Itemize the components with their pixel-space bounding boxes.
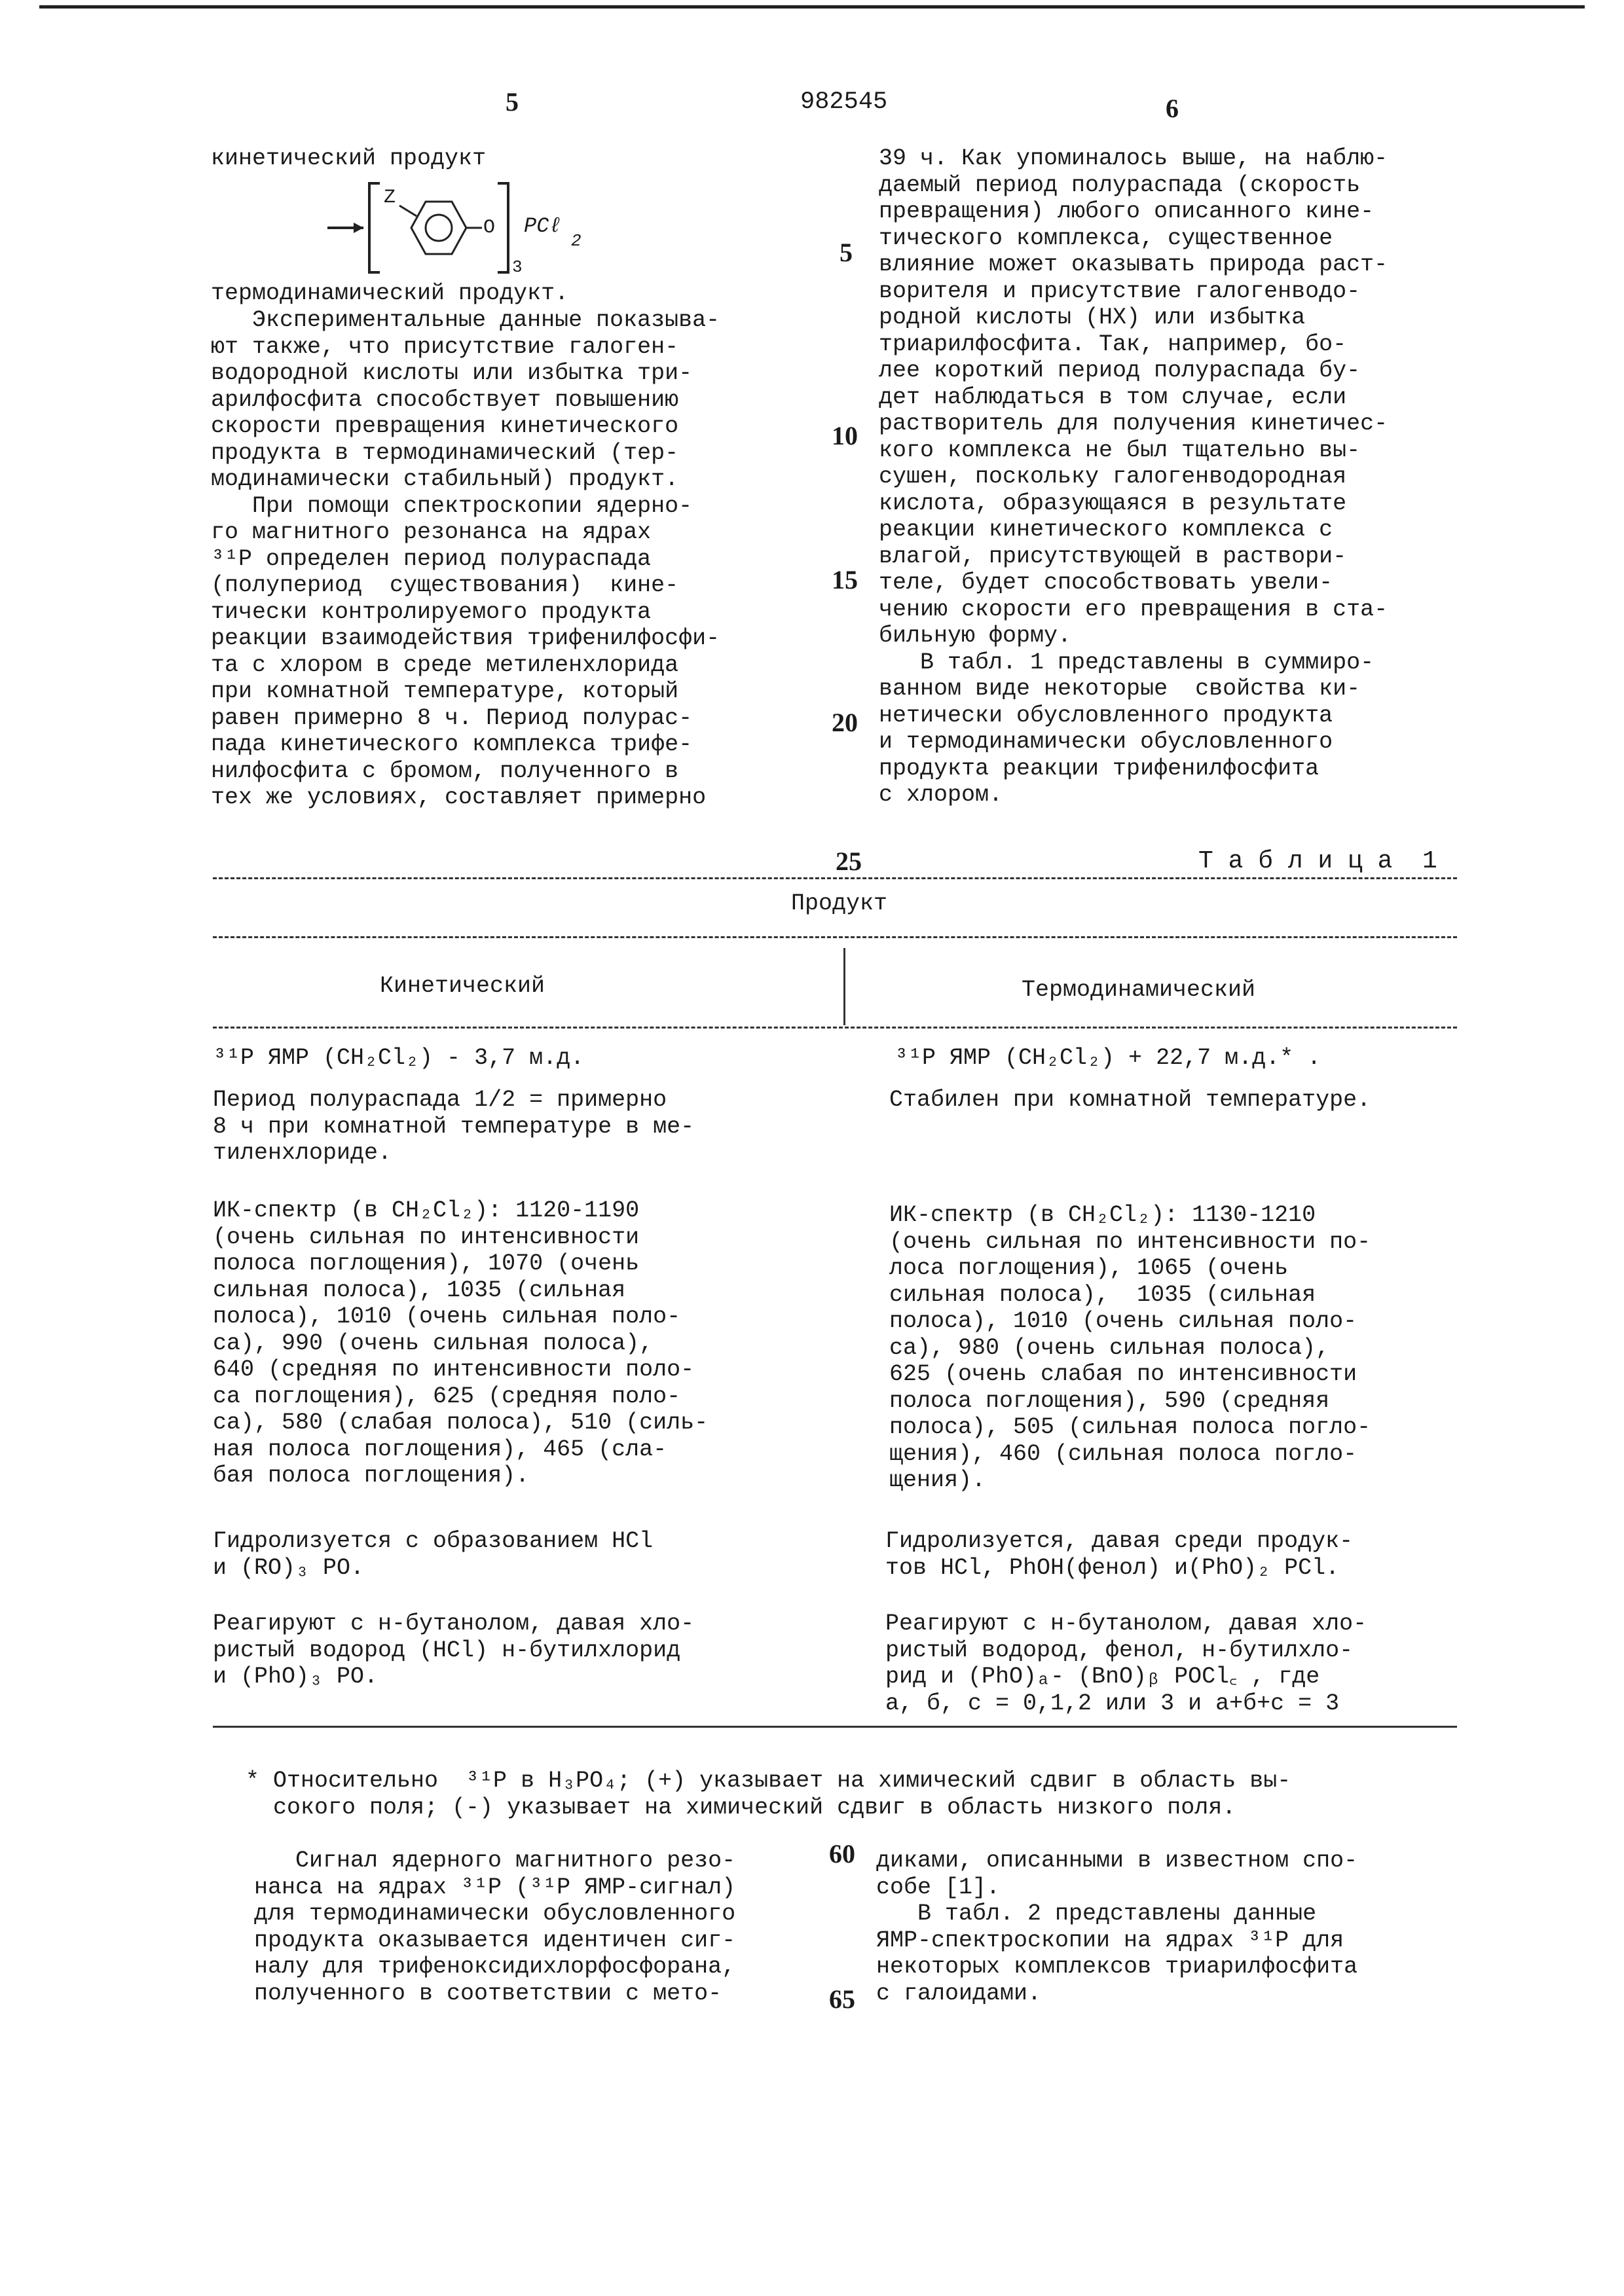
formula-substituent: Z [384,187,396,209]
table-group-header: Продукт [791,890,888,917]
text-line: тического комплекса, существенное [879,225,1333,251]
text-line: водородной кислоты или избытка три- [211,360,693,386]
table-cell-thermo: ИК-спектр (в CH₂Cl₂): 1130-1210 (очень сильная по интенсивности по- лоса поглощения), 1065 (очень сильная полоса), 1035 (сильная полоса), 1010 (очень сильная поло- са), 980 (очень сильная полоса), 625 (очень слабая по интенсивности полоса поглощения), 590 (средняя полоса), 505 (сильная полоса погло- щения), 460 (сильная полоса погло- щения). [889,1202,1371,1493]
text-line: реакции кинетического комплекса с [879,517,1333,543]
table-rule-header [213,1027,1457,1029]
table-cell-kinetic: Реагируют с н-бутанолом, давая хло- ристый водород (HCl) н-бутилхлорид и (PhO)₃ PO. [213,1611,695,1690]
line-number: 60 [829,1839,855,1868]
table-cell-thermo: Гидролизуется, давая среди продук- тов HCl, PhOH(фенол) и(PhO)₂ PCl. [885,1528,1354,1581]
table-cell-kinetic: Период полураспада 1/2 = примерно 8 ч при комнатной температуре в ме- тиленхлориде. [213,1087,695,1166]
left-lead: кинетический продукт [211,145,487,172]
text-line: продукта в термодинамический (тер- [211,439,679,466]
text-line: растворитель для получения кинетичес- [879,410,1388,437]
text-line: нилфосфита с бромом, полученного в [211,757,679,784]
text-line: и термодинамически обусловленного [879,729,1333,755]
text-line: пада кинетического комплекса трифе- [211,731,693,757]
text-line: сушен, поскольку галогенводородная [879,464,1347,490]
text-line: ванном виде некоторые свойства ки- [879,676,1361,702]
text-line: Сигнал ядерного магнитного резо- [254,1848,736,1874]
text-line: (полупериод существования) кине- [211,572,679,598]
text-line: ЯМР-спектроскопии на ядрах ³¹Р для [876,1927,1344,1954]
text-line: го магнитного резонанса на ядрах [211,519,652,545]
left-after-formula: термодинамический продукт. [211,280,569,306]
formula-oxygen: O [483,217,496,239]
text-line: влияние может оказывать природа раст- [879,251,1388,278]
text-line: нетически обусловленного продукта [879,702,1333,729]
text-line: теле, будет способствовать увели- [879,570,1333,596]
line-number: 65 [829,1984,855,2014]
text-line: При помощи спектроскопии ядерно- [211,492,693,519]
text-line: продукта оказывается идентичен сиг- [254,1927,736,1954]
line-number: 5 [840,238,853,267]
text-line: ют также, что присутствие галоген- [211,333,679,360]
chemical-formula [327,175,668,280]
table-cell-kinetic: ³¹Р ЯМР (CH₂Cl₂) - 3,7 м.д. [213,1045,585,1071]
right-column-text [879,145,1388,809]
top-border [39,5,1585,9]
text-line: арилфосфита способствует повышению [211,386,679,413]
text-line: лее короткий период полураспада бу- [879,357,1361,384]
bottom-left-text [254,1848,735,2007]
text-line: Экспериментальные данные показыва- [211,307,720,333]
table-cell-kinetic: ИК-спектр (в CH₂Cl₂): 1120-1190 (очень сильная по интенсивности полоса поглощения), 1070 (очень сильная полоса), 1035 (сильная полоса), 1010 (очень сильная поло- са), 990 (очень сильная полоса), 640 (средняя по интенсивности поло- са поглощения), 625 (средняя поло- са), 580 (слабая полоса), 510 (силь- ная полоса поглощения), 465 (сла- бая полоса поглощения). [213,1197,709,1489]
text-line: равен примерно 8 ч. Период полурас- [211,704,693,731]
text-line: некоторых комплексов триарилфосфита [876,1954,1358,1980]
formula-subscript: 3 [512,257,523,277]
text-line: нанса на ядрах ³¹Р (³¹Р ЯМР-сигнал) [254,1874,736,1901]
table-footnote: * Относительно ³¹Р в H₃PO₄; (+) указывает на химический сдвиг в область вы- сокого поля; (-) указывает на химический сдвиг в область низкого поля. [246,1768,1291,1821]
text-line: с галоидами. [876,1980,1042,2007]
page-number-left: 5 [506,87,519,117]
text-line: триарилфосфита. Так, например, бо- [879,331,1347,357]
line-number: 15 [832,565,858,594]
text-line: 39 ч. Как упоминалось выше, на наблю- [879,145,1388,172]
table-column-divider [843,948,845,1025]
text-line: ворителя и присутствие галогенводо- [879,278,1361,304]
formula-tail: PCℓ [524,214,562,238]
text-line: тически контролируемого продукта [211,598,652,625]
text-line: собе [1]. [876,1874,1001,1901]
table-rule-top [213,877,1457,879]
text-line: тех же условиях, составляет примерно [211,784,707,811]
left-column-text [211,307,720,811]
text-line: продукта реакции трифенилфосфита [879,755,1320,782]
text-line: родной кислоты (НХ) или избытка [879,304,1306,331]
formula-graphic [327,175,668,280]
text-line: влагой, присутствующей в раствори- [879,543,1347,570]
text-line: та с хлором в среде метиленхлорида [211,651,679,678]
table-rule-bottom [213,1726,1457,1728]
column-header-thermo: Термодинамический [1022,977,1256,1003]
table-caption: Т а б л и ц а 1 [1198,847,1437,875]
text-line: В табл. 1 представлены в суммиро- [879,649,1375,676]
formula-tail-subscript: 2 [571,231,581,251]
text-line: кого комплекса не был тщательно вы- [879,437,1361,464]
text-line: бильную форму. [879,623,1072,649]
line-number: 10 [832,421,858,450]
text-line: полученного в соответствии с мето- [254,1980,722,2007]
table-rule-group [213,936,1457,938]
text-line: превращения) любого описанного кине- [879,198,1375,225]
text-line: ³¹Р определен период полураспада [211,545,652,572]
text-line: модинамически стабильный) продукт. [211,466,679,492]
text-line: В табл. 2 представлены данные [876,1901,1317,1927]
page-number-right: 6 [1166,94,1179,123]
text-line: налу для трифеноксидихлорфосфорана, [254,1954,736,1980]
table-cell-thermo: Стабилен при комнатной температуре. [889,1087,1371,1113]
text-line: диками, описанными в известном спо- [876,1848,1358,1874]
text-line: при комнатной температуре, который [211,678,679,704]
table-cell-thermo: ³¹Р ЯМР (CH₂Cl₂) + 22,7 м.д.* . [895,1045,1321,1071]
text-line: даемый период полураспада (скорость [879,172,1361,198]
column-header-kinetic: Кинетический [380,973,545,999]
text-line: реакции взаимодействия трифенилфосфи- [211,625,720,651]
patent-number: 982545 [800,88,888,116]
text-line: дет наблюдаться в том случае, если [879,384,1347,410]
text-line: с хлором. [879,782,1003,808]
text-line: скорости превращения кинетического [211,413,679,439]
line-number: 25 [836,847,862,876]
text-line: для термодинамически обусловленного [254,1901,736,1927]
table-cell-kinetic: Гидролизуется с образованием HCl и (RO)₃ PO. [213,1528,654,1581]
text-line: чению скорости его превращения в ста- [879,596,1388,623]
bottom-right-text [876,1848,1357,2007]
line-number: 20 [832,708,858,737]
table-cell-thermo: Реагируют с н-бутанолом, давая хло- ристый водород, фенол, н-бутилхло- рид и (PhO)ₐ- (BnO)ᵦ POCl꜀ , где а, б, с = 0,1,2 или 3 и а+б+с = 3 [885,1611,1367,1717]
text-line: кислота, образующаяся в результате [879,490,1347,517]
